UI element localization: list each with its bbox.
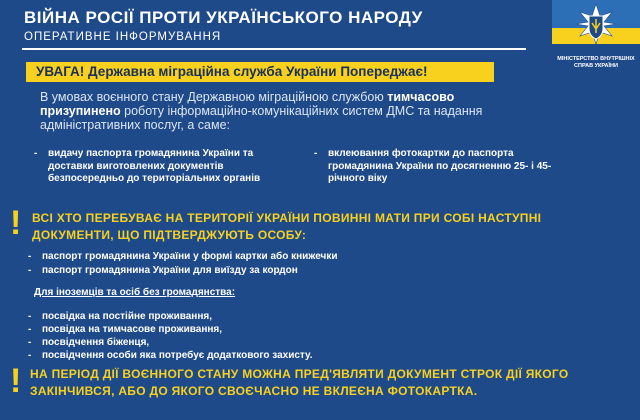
- footer-notice: НА ПЕРІОД ДІЇ ВОЄННОГО СТАНУ МОЖНА ПРЕД'ЯВЛЯТИ ДОКУМЕНТ СТРОК ДІЇ ЯКОГО ЗАКІНЧИВСЯ, АБО ДО ЯКОГО СВОЄЧАСНО НЕ ВКЛЕЄНА ФОТОКАРТКА.: [30, 367, 569, 398]
- police-emblem-icon: [574, 2, 618, 46]
- page-title: ВІЙНА РОСІЇ ПРОТИ УКРАЇНСЬКОГО НАРОДУ: [24, 8, 423, 27]
- documents-list: [28, 250, 338, 278]
- bullet-dash: -: [28, 350, 32, 361]
- page-subtitle: ОПЕРАТИВНЕ ІНФОРМУВАННЯ: [24, 31, 222, 43]
- bullet-dash: -: [28, 324, 32, 335]
- foreign-doc-2: посвідка на тимчасове проживання,: [42, 324, 223, 335]
- foreign-doc-1: посвідка на постійне проживання,: [42, 311, 212, 322]
- alert-banner: УВАГА! Державна міграційна служба України Попереджає!: [26, 62, 494, 82]
- bullet-dash: -: [28, 311, 32, 322]
- list-item: [28, 323, 313, 336]
- bullet-dash: -: [28, 265, 32, 276]
- intro-emphasis: тимчасово призупинено: [40, 90, 455, 118]
- suspended-text-1: видачу паспорта громадянина України та доставки виготовлених документів безпосередньо до територіальних органів: [48, 148, 261, 184]
- document-text-1: паспорт громадянина України у формі картки або книжечки: [42, 251, 338, 262]
- list-item: [28, 336, 313, 349]
- ministry-logo: [552, 0, 640, 90]
- bullet-dash: -: [28, 337, 32, 348]
- foreigners-heading: Для іноземців та осіб без громадянства:: [34, 287, 236, 298]
- list-item: [28, 250, 338, 264]
- list-item: [28, 349, 313, 362]
- exclamation-icon: !: [10, 362, 22, 400]
- suspended-item-1: [34, 148, 284, 186]
- foreign-doc-3: посвідчення біженця,: [42, 337, 150, 348]
- intro-part1: В умовах воєнного стану Державною міграційною службою: [40, 90, 384, 104]
- suspended-text-2: вклеювання фотокартки до паспорта громадянина України по досягненню 25- і 45-річного віку: [328, 148, 552, 184]
- suspended-item-2: [314, 148, 564, 186]
- exclamation-icon: !: [10, 204, 22, 242]
- foreign-doc-4: посвідчення особи яка потребує додаткового захисту.: [42, 350, 313, 361]
- bullet-dash: -: [34, 148, 38, 159]
- list-item: [28, 310, 313, 323]
- section-heading: ВСІ ХТО ПЕРЕБУВАЄ НА ТЕРИТОРІЇ УКРАЇНИ ПОВИННІ МАТИ ПРИ СОБІ НАСТУПНІ ДОКУМЕНТИ, ЩО ПІДТВЕРДЖУЮТЬ ОСОБУ:: [32, 211, 542, 242]
- ministry-name: МІНІСТЕРСТВО ВНУТРІШНІХ СПРАВ УКРАЇНИ: [557, 56, 635, 69]
- foreigners-list: [28, 310, 313, 362]
- header: [0, 0, 640, 56]
- intro-paragraph: [40, 90, 510, 132]
- document-text-2: паспорт громадянина України для виїзду за кордон: [42, 265, 298, 276]
- list-item: [28, 264, 338, 278]
- bullet-dash: -: [28, 251, 32, 262]
- intro-part2: роботу інформаційно-комунікаційних систем ДМС та надання адміністративних послуг, а саме:: [40, 104, 483, 132]
- header-divider: [22, 48, 526, 50]
- bullet-dash: -: [314, 148, 318, 159]
